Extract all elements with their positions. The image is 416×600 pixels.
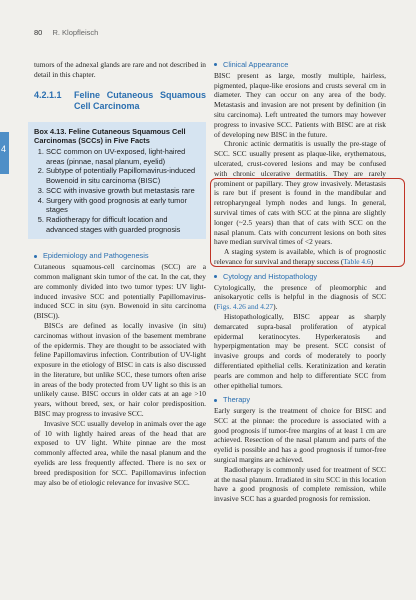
subsection-title: 4.2.1.1 Feline Cutaneous Squamous Cell Carcinoma xyxy=(34,89,206,111)
section-heading: Clinical Appearance xyxy=(214,60,386,70)
paragraph: Radiotherapy is commonly used for treatment of SCC at the nasal planum. Irradiated in situ SCC in this location have a good prognosis of complete remission, while invasive SCC has a guarded prognosis for remission. xyxy=(214,464,386,504)
page-number: 80 xyxy=(34,28,43,37)
section-heading: Epidemiology and Pathogenesis xyxy=(34,251,206,261)
chapter-tab xyxy=(0,132,9,174)
paragraph: Early surgery is the treatment of choice for BISC and SCC at the pinnae: the procedure is associated with a good prognosis if tumor-free margins of at least 1 cm are achieved. Resection of the nasal planum and parts of the eyelid is possible and has a good prognosis if tumor-free surgical margins are achieved. xyxy=(214,406,386,465)
paragraph: Histopathologically, BISC appear as sharply demarcated supra-basal proliferation of atypical epidermal keratinocytes. Hyperkeratosis and hyperpigmentation may be present. SCC consist of invasive groups and cords of moderately to poorly differentiated epithelial cells. Keratinization and keratin pearls are common and help to differentiate SCC from other epithelial tumors. xyxy=(214,311,386,390)
paragraph: Cutaneous squamous-cell carcinomas (SCC) are a common malignant skin tumor of the cat. In the cat, they are commonly divided into two tumor types: UV light-induced invasive SCC and potentially Papillomavirus-induced SCC in situ (syn. Bowenoid in situ carcinoma (BISC)). xyxy=(34,262,206,321)
paragraph: BISC present as large, mostly multiple, hairless, pigmented, plaque-like erosions and crusts several cm in diameter. They can occur on any area of the body. Metastasis and invasion are not present by definition (in situ carcinoma). Left untreated the tumors may however progress to invasive SCC. Patients with BISC are at risk of developing new BISC in the future. xyxy=(214,70,386,139)
list-item: 2. Subtype of potentially Papillomavirus-induced Bowenoid in situ carcinoma (BISC) xyxy=(46,166,200,185)
section-heading: Therapy xyxy=(214,395,386,405)
facts-box xyxy=(28,122,206,240)
paragraph: A staging system is available, which is of prognostic relevance for survival and therapy success (Table 4.6) xyxy=(214,247,386,266)
figure-reference-link[interactable]: Figs. 4.26 and 4.27 xyxy=(216,302,274,312)
paragraph: Invasive SCC usually develop in animals over the age of 10 with lightly haired areas of the head that are exposed to UV light. White pinnae are the most commonly affected area, while the nasal planum and the eyelids are less frequently affected. There is no sex or breed predisposition for SCC. Papillomavirus infection may also be of etiologic relevance for invasive SCC. xyxy=(34,418,206,487)
highlight-annotation xyxy=(210,178,405,267)
section-heading: Cytology and Histopathology xyxy=(214,272,386,282)
running-author: R. Klopfleisch xyxy=(52,28,99,37)
left-column xyxy=(34,60,206,487)
paragraph: Chronic actinic dermatitis is usually the pre-stage of SCC. SCC usually present as plaque-like, erythematous, ulcerated, crust-covered lesions and may be confused with chronic ulcerative dermatitis. They are rarely prominent or papillary. They grow invasively. Metastasis is rare but if present is found in the mandibular and retropharyngeal lymph nodes and lungs. In general, survival times of cats with SCC at the pinna are slightly longer (~2.5 years) than that of cats with SCC on the nasal planum. Cats with concurrent lesions on both sites have median survival times of <2 years. xyxy=(214,139,386,247)
running-header xyxy=(34,28,98,37)
facts-list xyxy=(34,147,200,234)
table-reference-link[interactable]: Table 4.6 xyxy=(343,256,371,266)
box-title: Box 4.13. Feline Cutaneous Squamous Cell Carcinomas (SCCs) in Five Facts xyxy=(34,126,186,146)
chapter-tab-number: 4 xyxy=(1,144,7,154)
paragraph: BISCs are defined as locally invasive (in situ) carcinomas without invasion of the basement membrane of the epidermis. They are thought to be associated with feline Papillomavirus infection. Contribution of UV-light exposure in the etiology of BISC in cats is also discussed in the literature, but unlike SCC, these tumors often arise in areas of the body protected from UV light so this is an unlikely cause. BISC occurs in older cats at an age >10 years, without breed, sex, or hair color predisposition. BISC may progress to invasive SCC. xyxy=(34,320,206,419)
list-item: 5. Radiotherapy for difficult location and advanced stages with guarded prognosis xyxy=(46,215,200,234)
paragraph: tumors of the adnexal glands are rare and not described in detail in this chapter. xyxy=(34,60,206,79)
paragraph: Cytologically, the presence of pleomorphic and anisokaryotic cells is helpful in the diagnosis of SCC (Figs. 4.26 and 4.27). xyxy=(214,282,386,312)
bullet-icon xyxy=(34,255,37,258)
bullet-icon xyxy=(214,63,217,66)
bullet-icon xyxy=(214,399,217,402)
right-column xyxy=(214,60,386,504)
list-item: 3. SCC with invasive growth but metastasis rare xyxy=(46,186,200,196)
bullet-icon xyxy=(214,275,217,278)
list-item: 4. Surgery with good prognosis at early tumor stages xyxy=(46,196,200,215)
list-item: 1. SCC common on UV-exposed, light-haired areas (pinnae, nasal planum, eyelid) xyxy=(46,147,200,166)
